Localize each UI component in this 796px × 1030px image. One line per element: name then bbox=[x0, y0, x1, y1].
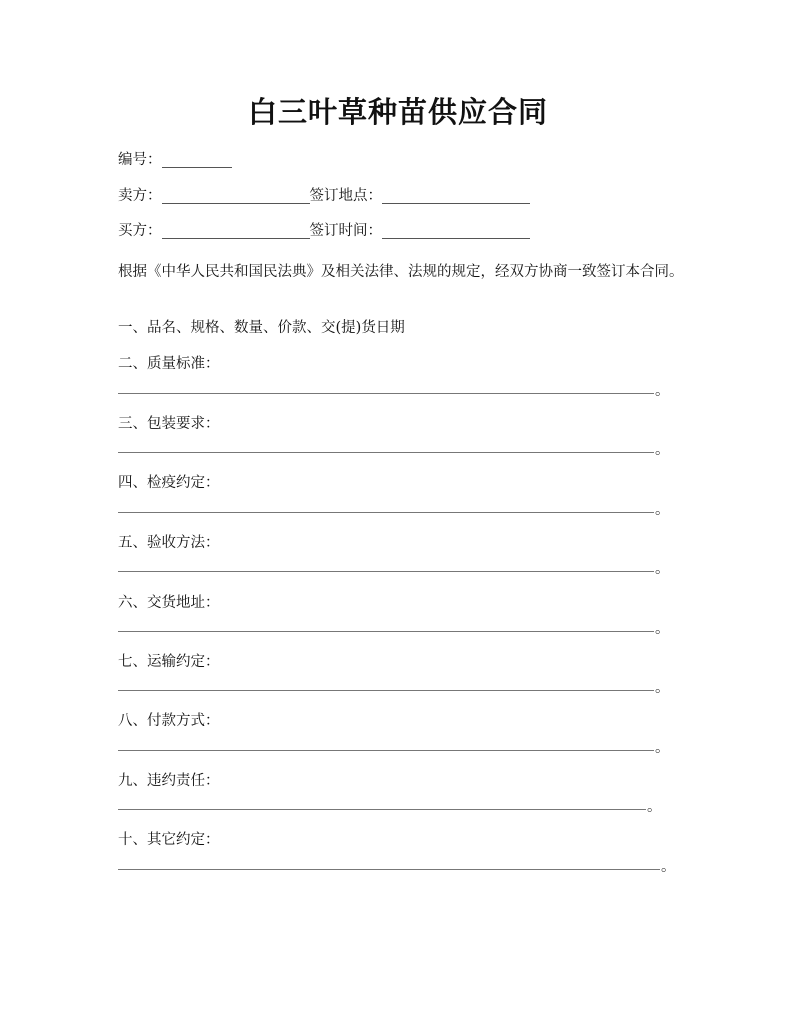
fill-end-mark: 。 bbox=[655, 502, 670, 518]
document-title: 白三叶草种苗供应合同 bbox=[247, 95, 548, 129]
fill-line bbox=[118, 381, 670, 401]
seller-label: 卖方： bbox=[118, 188, 162, 204]
section-heading: 四、检疫约定： bbox=[118, 475, 220, 491]
section-heading: 八、付款方式： bbox=[118, 713, 220, 729]
signing-place-label: 签订地点： bbox=[309, 188, 382, 204]
fill-line bbox=[118, 440, 670, 460]
fill-line bbox=[118, 857, 676, 877]
buyer-blank[interactable] bbox=[162, 222, 310, 239]
fill-end-mark: 。 bbox=[655, 442, 670, 458]
fill-end-mark: 。 bbox=[655, 680, 670, 696]
fill-blank[interactable] bbox=[118, 738, 654, 751]
section-heading: 十、其它约定： bbox=[118, 832, 220, 848]
section-heading: 三、包装要求： bbox=[118, 416, 220, 432]
section-heading: 七、运输约定： bbox=[118, 654, 220, 670]
number-row bbox=[118, 150, 232, 170]
fill-blank[interactable] bbox=[118, 619, 654, 632]
section-heading: 二、质量标准： bbox=[118, 356, 220, 372]
fill-end-mark: 。 bbox=[655, 561, 670, 577]
fill-blank[interactable] bbox=[118, 797, 646, 810]
fill-line bbox=[118, 500, 670, 520]
fill-blank[interactable] bbox=[118, 381, 654, 394]
fill-line bbox=[118, 619, 670, 639]
signing-time-label: 签订时间： bbox=[309, 223, 382, 239]
buyer-label: 买方： bbox=[118, 223, 162, 239]
signing-place-blank[interactable] bbox=[382, 187, 530, 204]
intro-paragraph: 根据《中华人民共和国民法典》及相关法律、法规的规定，经双方协商一致签订本合同。 bbox=[118, 264, 684, 280]
fill-blank[interactable] bbox=[118, 678, 654, 691]
fill-end-mark: 。 bbox=[647, 799, 662, 815]
fill-line bbox=[118, 797, 662, 817]
fill-end-mark: 。 bbox=[655, 740, 670, 756]
fill-line bbox=[118, 559, 670, 579]
section-heading: 五、验收方法： bbox=[118, 535, 220, 551]
fill-line bbox=[118, 678, 670, 698]
fill-blank[interactable] bbox=[118, 857, 660, 870]
fill-end-mark: 。 bbox=[655, 383, 670, 399]
item-1-heading: 一、品名、规格、数量、价款、交(提)货日期 bbox=[118, 320, 405, 336]
seller-blank[interactable] bbox=[162, 187, 310, 204]
fill-blank[interactable] bbox=[118, 559, 654, 572]
fill-blank[interactable] bbox=[118, 500, 654, 513]
fill-end-mark: 。 bbox=[655, 621, 670, 637]
seller-row bbox=[118, 186, 530, 206]
fill-blank[interactable] bbox=[118, 440, 654, 453]
section-heading: 六、交货地址： bbox=[118, 595, 220, 611]
section-heading: 九、违约责任： bbox=[118, 773, 220, 789]
fill-end-mark: 。 bbox=[661, 859, 676, 875]
number-blank[interactable] bbox=[162, 151, 232, 168]
buyer-row bbox=[118, 221, 530, 241]
fill-line bbox=[118, 738, 670, 758]
number-label: 编号： bbox=[118, 152, 162, 168]
signing-time-blank[interactable] bbox=[382, 222, 530, 239]
